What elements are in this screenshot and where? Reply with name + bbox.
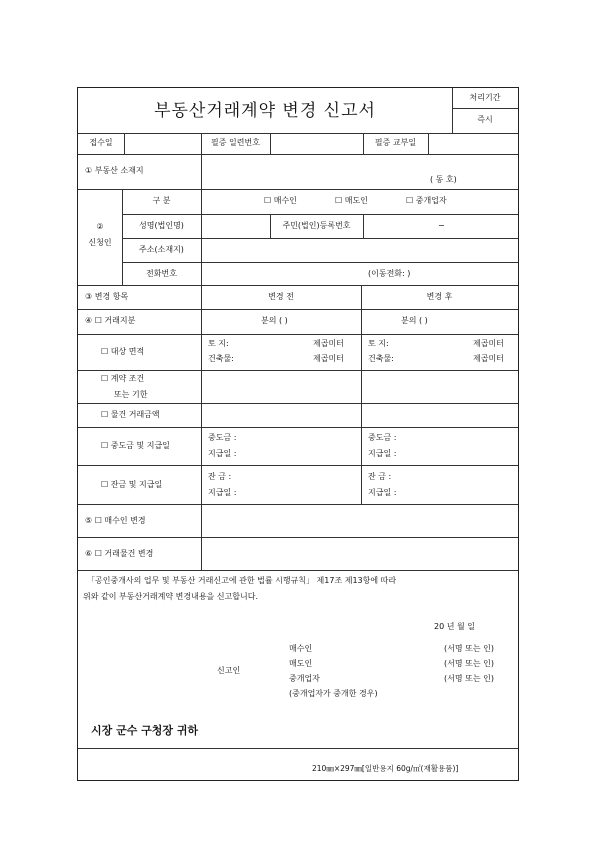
contract-deadline-label: 또는 기한 xyxy=(114,390,148,399)
processing-period-value: 즉시 xyxy=(477,115,493,124)
applicant-section-label: 신청인 xyxy=(88,238,112,247)
certificate-issue-label: 필증 교부일 xyxy=(374,138,417,147)
balance-amount-before: 잔 금 : xyxy=(208,472,232,481)
declaration-line-1: 「공인중개사의 업무 및 부동산 거래신고에 관한 법률 시행규칙」 제17조 제13항에 따라 xyxy=(87,576,397,585)
property-location-label: ① 부동산 소재지 xyxy=(85,166,144,175)
receipt-date-label: 접수일 xyxy=(89,138,113,147)
rule xyxy=(452,108,518,109)
balance-date-after: 지급일 : xyxy=(368,488,397,497)
report-form xyxy=(77,87,519,781)
sign-buyer-field[interactable]: (서명 또는 인) xyxy=(444,644,494,653)
middle-amount-before: 중도금 : xyxy=(208,433,237,442)
balance-date-before: 지급일 : xyxy=(208,488,237,497)
rule xyxy=(78,189,518,190)
rule xyxy=(78,133,518,134)
registration-number-label: 주민(법인)등록번호 xyxy=(282,221,351,230)
applicant-section-number: ② xyxy=(96,222,104,231)
after-change-label: 변경 후 xyxy=(426,292,453,301)
property-unit-field[interactable]: ( 동 호) xyxy=(430,175,457,184)
buyer-change-label: ⑤ ☐ 매수인 변경 xyxy=(85,516,146,525)
change-items-label: ③ 변경 항목 xyxy=(85,292,129,301)
before-change-label: 변경 전 xyxy=(268,292,294,301)
processing-period-label: 처리기간 xyxy=(469,93,501,102)
rule xyxy=(78,427,518,428)
land-before-label: 토 지: xyxy=(208,339,229,348)
rule xyxy=(428,133,429,154)
sign-seller-field[interactable]: (서명 또는 인) xyxy=(444,659,494,668)
rule xyxy=(78,748,518,749)
rule xyxy=(122,214,518,215)
rule xyxy=(78,154,518,155)
applicant-type-label: 구 분 xyxy=(152,196,171,205)
rule xyxy=(78,403,518,404)
thing-change-label: ⑥ ☐ 거래물건 변경 xyxy=(85,549,154,558)
role-broker: 중개업자 xyxy=(289,674,320,683)
rule xyxy=(361,285,362,504)
certificate-serial-label: 필증 일련번호 xyxy=(211,138,260,147)
rule xyxy=(201,189,202,285)
share-after-field[interactable]: 분의 ( ) xyxy=(401,316,428,325)
land-before-unit: 제곱미터 xyxy=(313,339,344,348)
middle-payment-label: ☐ 중도금 및 지급일 xyxy=(101,441,170,450)
balance-payment-label: ☐ 잔금 및 지급일 xyxy=(101,480,163,489)
rule xyxy=(201,504,202,570)
rule xyxy=(78,334,518,335)
rule xyxy=(122,238,518,239)
type-option-broker[interactable]: ☐ 중개업자 xyxy=(406,196,447,205)
addressee: 시장 군수 구청장 귀하 xyxy=(91,724,199,737)
type-option-seller[interactable]: ☐ 매도인 xyxy=(335,196,368,205)
building-before-unit: 제곱미터 xyxy=(313,354,344,363)
sign-broker-field[interactable]: (서명 또는 인) xyxy=(444,674,494,683)
rule xyxy=(78,370,518,371)
registration-dash: − xyxy=(438,221,445,230)
rule xyxy=(270,133,271,154)
rule xyxy=(122,262,518,263)
rule xyxy=(78,285,518,286)
address-label: 주소(소재지) xyxy=(139,245,184,254)
trade-price-label: ☐ 물건 거래금액 xyxy=(101,410,160,419)
rule xyxy=(124,133,125,154)
trade-share-label: ④ ☐ 거래지분 xyxy=(85,316,136,325)
rule xyxy=(78,570,518,571)
middle-amount-after: 중도금 : xyxy=(368,433,397,442)
broker-note: (중개업자가 중개한 경우) xyxy=(289,689,378,698)
land-after-unit: 제곱미터 xyxy=(473,339,504,348)
building-before-label: 건축물: xyxy=(208,354,234,363)
rule xyxy=(201,285,202,504)
rule xyxy=(78,537,518,538)
share-before-field[interactable]: 분의 ( ) xyxy=(261,316,288,325)
declaration-line-2: 위와 같이 부동산거래계약 변경내용을 신고합니다. xyxy=(83,592,259,601)
land-after-label: 토 지: xyxy=(368,339,389,348)
report-date: 20 년 월 일 xyxy=(434,622,475,631)
target-area-label: ☐ 대상 면적 xyxy=(101,347,145,356)
rule xyxy=(201,154,202,189)
mobile-phone-field[interactable]: (이동전화: ) xyxy=(368,269,411,278)
building-after-unit: 제곱미터 xyxy=(473,354,504,363)
contract-condition-label: ☐ 계약 조건 xyxy=(101,374,145,383)
rule xyxy=(78,504,518,505)
role-seller: 매도인 xyxy=(289,659,313,668)
paper-spec: 210㎜×297㎜[일반용지 60g/㎡(재활용품)] xyxy=(312,764,459,773)
role-buyer: 매수인 xyxy=(289,644,313,653)
name-label: 성명(법인명) xyxy=(139,221,184,230)
reporter-label: 신고인 xyxy=(217,666,241,675)
rule xyxy=(78,309,518,310)
form-title: 부동산거래계약 변경 신고서 xyxy=(154,101,376,121)
middle-date-after: 지급일 : xyxy=(368,449,397,458)
balance-amount-after: 잔 금 : xyxy=(368,472,392,481)
rule xyxy=(78,465,518,466)
phone-label: 전화번호 xyxy=(146,269,177,278)
middle-date-before: 지급일 : xyxy=(208,449,237,458)
type-option-buyer[interactable]: ☐ 매수인 xyxy=(264,196,297,205)
rule xyxy=(363,214,364,238)
building-after-label: 건축물: xyxy=(368,354,394,363)
